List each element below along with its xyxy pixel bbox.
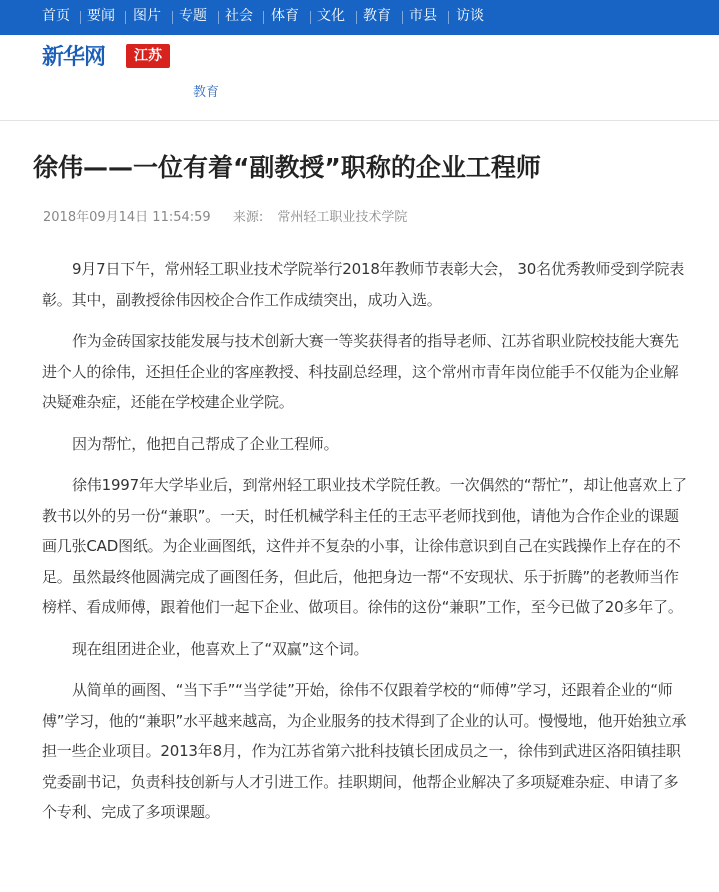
nav-item-culture[interactable]: 文化 <box>317 8 345 24</box>
article-paragraph: 作为金砖国家技能发展与技术创新大赛一等奖获得者的指导老师、江苏省职业院校技能大赛先进个人的徐伟，还担任企业的客座教授、科技副总经理，这个常州市青年岗位能手不仅能为企业解决疑难杂症，还能在学校建企业学院。 <box>42 332 679 411</box>
article-paragraph: 徐伟1997年大学毕业后，到常州轻工职业技术学院任教。一次偶然的“帮忙”，却让他喜欢上了教书以外的另一份“兼职”。一天，时任机械学科主任的王志平老师找到他，请他为合作企业的课题画几张CAD图纸。为企业画图纸，这件并不复杂的小事，让徐伟意识到自己在实践操作上存在的不足。虽然最终他圆满完成了画图任务，但此后，他把身边一帮“不安现状、乐于折腾”的老教师当作榜样、看成师傅，跟着他们一起下企业、做项目。徐伟的这份“兼职”工作，至今已做了20多年了。 <box>42 476 687 616</box>
logo-region-badge: 江苏 <box>126 44 170 68</box>
nav-item-home[interactable]: 首页 <box>42 8 70 24</box>
channel-link-education[interactable]: 教育 <box>193 85 220 100</box>
logo-main-text: 新华网 <box>42 44 106 70</box>
nav-separator <box>80 11 81 24</box>
nav-separator <box>125 11 126 24</box>
nav-item-pictures[interactable]: 图片 <box>133 8 161 24</box>
nav-item-topics[interactable]: 专题 <box>179 8 207 24</box>
article-body <box>42 254 687 839</box>
top-navigation-bar <box>0 0 719 35</box>
article-paragraph: 9月7日下午，常州轻工职业技术学院举行2018年教师节表彰大会， 30名优秀教师受到学院表彰。其中，副教授徐伟因校企合作工作成绩突出，成功入选。 <box>42 260 685 309</box>
article-paragraph: 从简单的画图、“当下手”“当学徒”开始，徐伟不仅跟着学校的“师傅”学习，还跟着企业的“师傅”学习，他的“兼职”水平越来越高，为企业服务的技术得到了企业的认可。慢慢地，他开始独立承担一些企业项目。2013年8月，作为江苏省第六批科技镇长团成员之一，徐伟到武进区洛阳镇挂职党委副书记，负责科技创新与人才引进工作。挂职期间，他帮企业解决了多项疑难杂症、申请了多个专利、完成了多项课题。 <box>42 681 687 821</box>
nav-item-education[interactable]: 教育 <box>363 8 391 24</box>
nav-separator <box>172 11 173 24</box>
publish-datetime: 2018年09月14日 11:54:59 <box>43 210 211 225</box>
article-paragraph: 现在组团进企业，他喜欢上了“双赢”这个词。 <box>72 639 369 658</box>
nav-item-society[interactable]: 社会 <box>225 8 253 24</box>
nav-item-sports[interactable]: 体育 <box>271 8 299 24</box>
nav-item-interviews[interactable]: 访谈 <box>456 8 484 24</box>
nav-item-cities[interactable]: 市县 <box>409 8 437 24</box>
nav-separator <box>218 11 219 24</box>
nav-separator <box>356 11 357 24</box>
article-meta <box>43 206 407 225</box>
article-title: 徐伟——一位有着“副教授”职称的企业工程师 <box>33 153 541 182</box>
source-label: 来源: <box>232 210 264 225</box>
site-header <box>0 35 719 121</box>
nav-item-headlines[interactable]: 要闻 <box>87 8 115 24</box>
nav-separator <box>402 11 403 24</box>
nav-separator <box>263 11 264 24</box>
source-name: 常州轻工职业技术学院 <box>277 210 408 225</box>
nav-separator <box>448 11 449 24</box>
article-paragraph: 因为帮忙，他把自己帮成了企业工程师。 <box>72 434 339 453</box>
nav-separator <box>310 11 311 24</box>
